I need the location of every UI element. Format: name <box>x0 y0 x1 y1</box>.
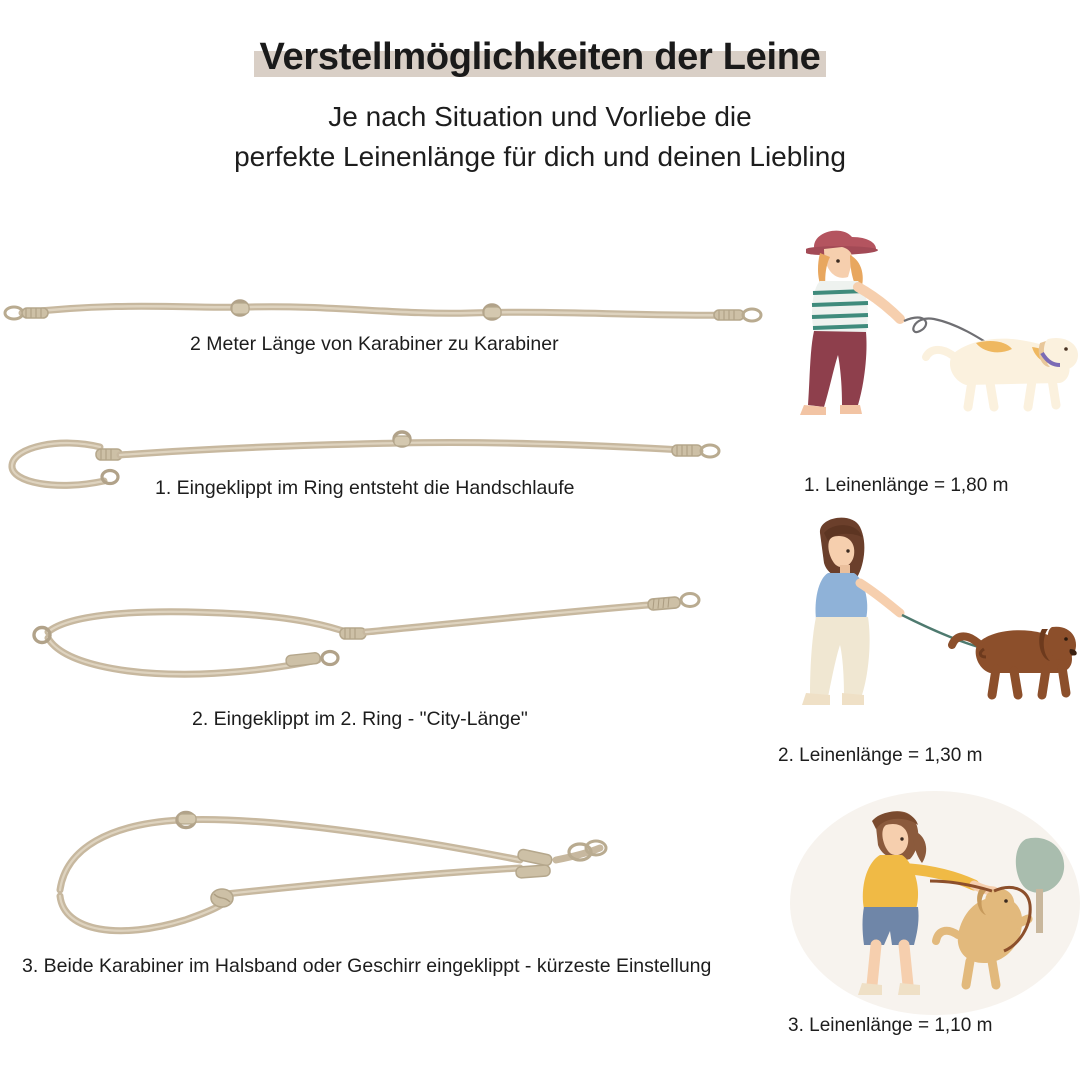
people-illustrations-column <box>770 215 1080 1080</box>
leash-illustrations-column <box>0 215 770 1080</box>
leash-caption-2: 2. Eingeklippt im 2. Ring - "City-Länge" <box>192 708 528 730</box>
leash-caption-3: 3. Beide Karabiner im Halsband oder Geschirr eingeklippt - kürzeste Einstellung <box>22 955 712 977</box>
person-caption-3: 3. Leinenlänge = 1,10 m <box>788 1015 993 1036</box>
person-caption-1: 1. Leinenlänge = 1,80 m <box>804 475 1009 496</box>
person-illustration-2 <box>780 507 1080 722</box>
leash-figure-city <box>0 570 770 700</box>
page-title-wrap <box>254 36 827 79</box>
leash-figure-shortest <box>0 790 770 950</box>
person-illustration-1 <box>780 215 1080 430</box>
page-subtitle-line-2: perfekte Leinenlänge für dich und deinen Liebling <box>234 140 846 172</box>
page-subtitle <box>0 97 1080 177</box>
person-illustration-3 <box>780 785 1080 1020</box>
page-title: Verstellmöglichkeiten der Leine <box>259 36 821 78</box>
diagram-content <box>0 215 1080 1080</box>
person-caption-2: 2. Leinenlänge = 1,30 m <box>778 745 983 766</box>
page-header <box>0 0 1080 177</box>
leash-caption-0: 2 Meter Länge von Karabiner zu Karabiner <box>190 333 559 355</box>
page-subtitle-line-1: Je nach Situation und Vorliebe die <box>328 101 752 132</box>
leash-caption-1: 1. Eingeklippt im Ring entsteht die Handschlaufe <box>155 477 575 499</box>
